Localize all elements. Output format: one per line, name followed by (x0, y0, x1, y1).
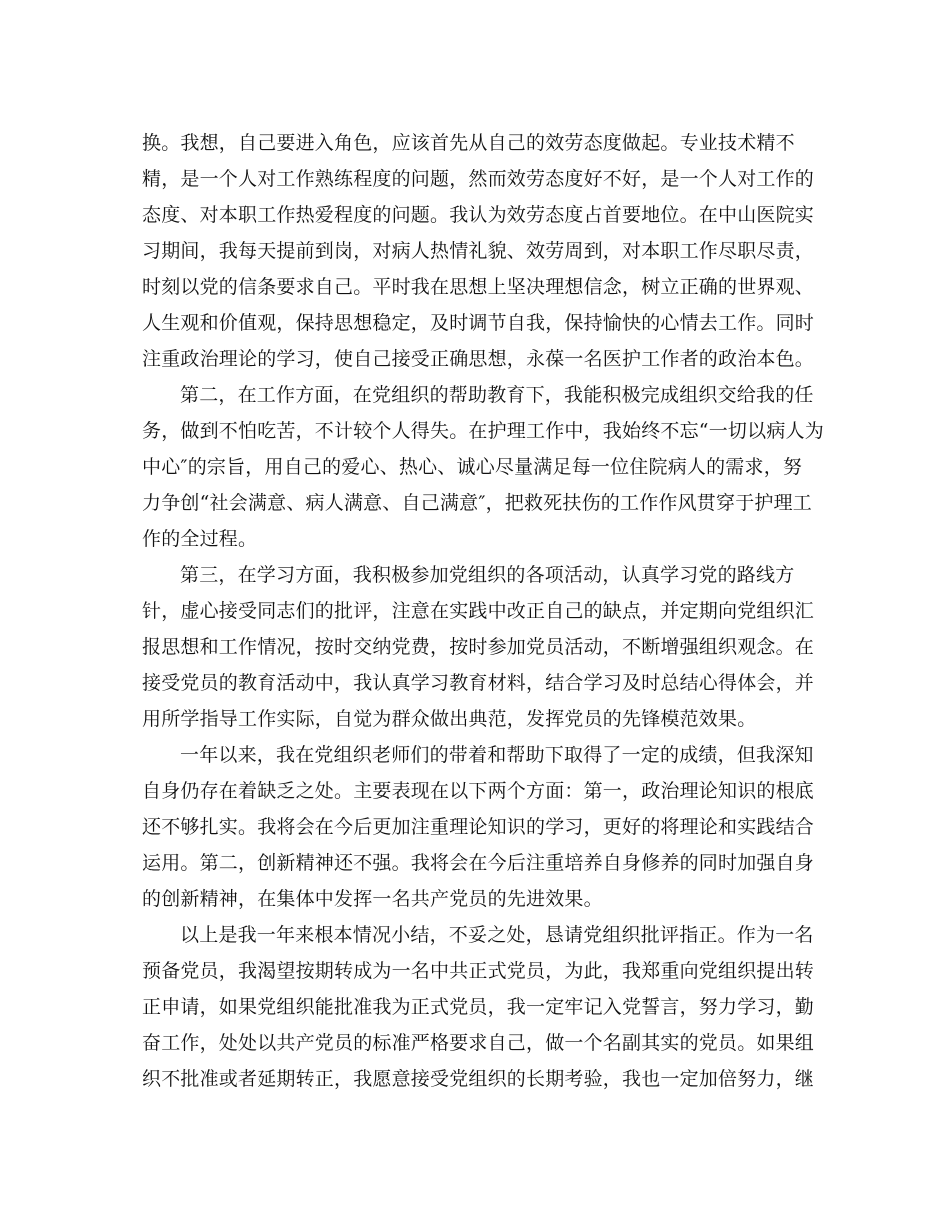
text-line: 态度、对本职工作热爱程度的问题。我认为效劳态度占首要地位。在中山医院实 (142, 204, 815, 226)
text-line: 习期间，我每天提前到岗，对病人热情礼貌、效劳周到，对本职工作尽职尽责， (142, 240, 815, 262)
paragraph-first-line: 第二，在工作方面，在党组织的帮助教育下，我能积极完成组织交给我的任 (180, 384, 814, 406)
text-line: 接受党员的教育活动中，我认真学习教育材料，结合学习及时总结心得体会，并 (142, 672, 815, 694)
text-line: 用所学指导工作实际，自觉为群众做出典范，发挥党员的先锋模范效果。 (142, 708, 757, 730)
text-line: 针，虚心接受同志们的批评，注意在实践中改正自己的缺点，并定期向党组织汇 (142, 600, 815, 622)
text-line: 预备党员，我渴望按期转成为一名中共正式党员，为此，我郑重向党组织提出转 (142, 960, 815, 982)
paragraph-first-line: 一年以来，我在党组织老师们的带着和帮助下取得了一定的成绩，但我深知 (180, 744, 814, 766)
text-line: 力争创“社会满意、病人满意、自己满意″，把救死扶伤的工作作风贯穿于护理工 (142, 492, 813, 514)
text-line: 奋工作，处处以共产党员的标准严格要求自己，做一个名副其实的党员。如果组 (142, 1032, 815, 1054)
text-line: 正申请，如果党组织能批准我为正式党员，我一定牢记入党誓言，努力学习，勤 (142, 996, 815, 1018)
text-line: 作的全过程。 (142, 528, 258, 550)
text-line: 精，是一个人对工作熟练程度的问题，然而效劳态度好不好，是一个人对工作的 (142, 168, 815, 190)
text-line: 还不够扎实。我将会在今后更加注重理论知识的学习，更好的将理论和实践结合 (142, 816, 815, 838)
text-line: 人生观和价值观，保持思想稳定，及时调节自我，保持愉快的心情去工作。同时 (142, 312, 815, 334)
paragraph-first-line: 以上是我一年来根本情况小结，不妥之处，恳请党组织批评指正。作为一名 (180, 924, 814, 946)
text-line: 报思想和工作情况，按时交纳党费，按时参加党员活动，不断增强组织观念。在 (142, 636, 815, 658)
document-body (142, 125, 824, 1097)
text-line: 换。我想，自己要进入角色，应该首先从自己的效劳态度做起。专业技术精不 (142, 132, 795, 154)
text-line: 自身仍存在着缺乏之处。主要表现在以下两个方面：第一，政治理论知识的根底 (142, 780, 815, 802)
text-line: 织不批准或者延期转正，我愿意接受党组织的长期考验，我也一定加倍努力，继 (142, 1068, 815, 1090)
text-line: 的创新精神，在集体中发挥一名共产党员的先进效果。 (142, 888, 603, 910)
text-line: 注重政治理论的学习，使自己接受正确思想，永葆一名医护工作者的政治本色。 (142, 348, 815, 370)
text-line: 运用。第二，创新精神还不强。我将会在今后注重培养自身修养的同时加强自身 (142, 852, 815, 874)
paragraph-first-line: 第三，在学习方面，我积极参加党组织的各项活动，认真学习党的路线方 (180, 564, 795, 586)
text-line: 时刻以党的信条要求自己。平时我在思想上坚决理想信念，树立正确的世界观、 (142, 276, 815, 298)
text-line: 中心″的宗旨，用自己的爱心、热心、诚心尽量满足每一位住院病人的需求，努 (142, 456, 803, 478)
text-line: 务，做到不怕吃苦，不计较个人得失。在护理工作中，我始终不忘“一切以病人为 (142, 420, 824, 442)
